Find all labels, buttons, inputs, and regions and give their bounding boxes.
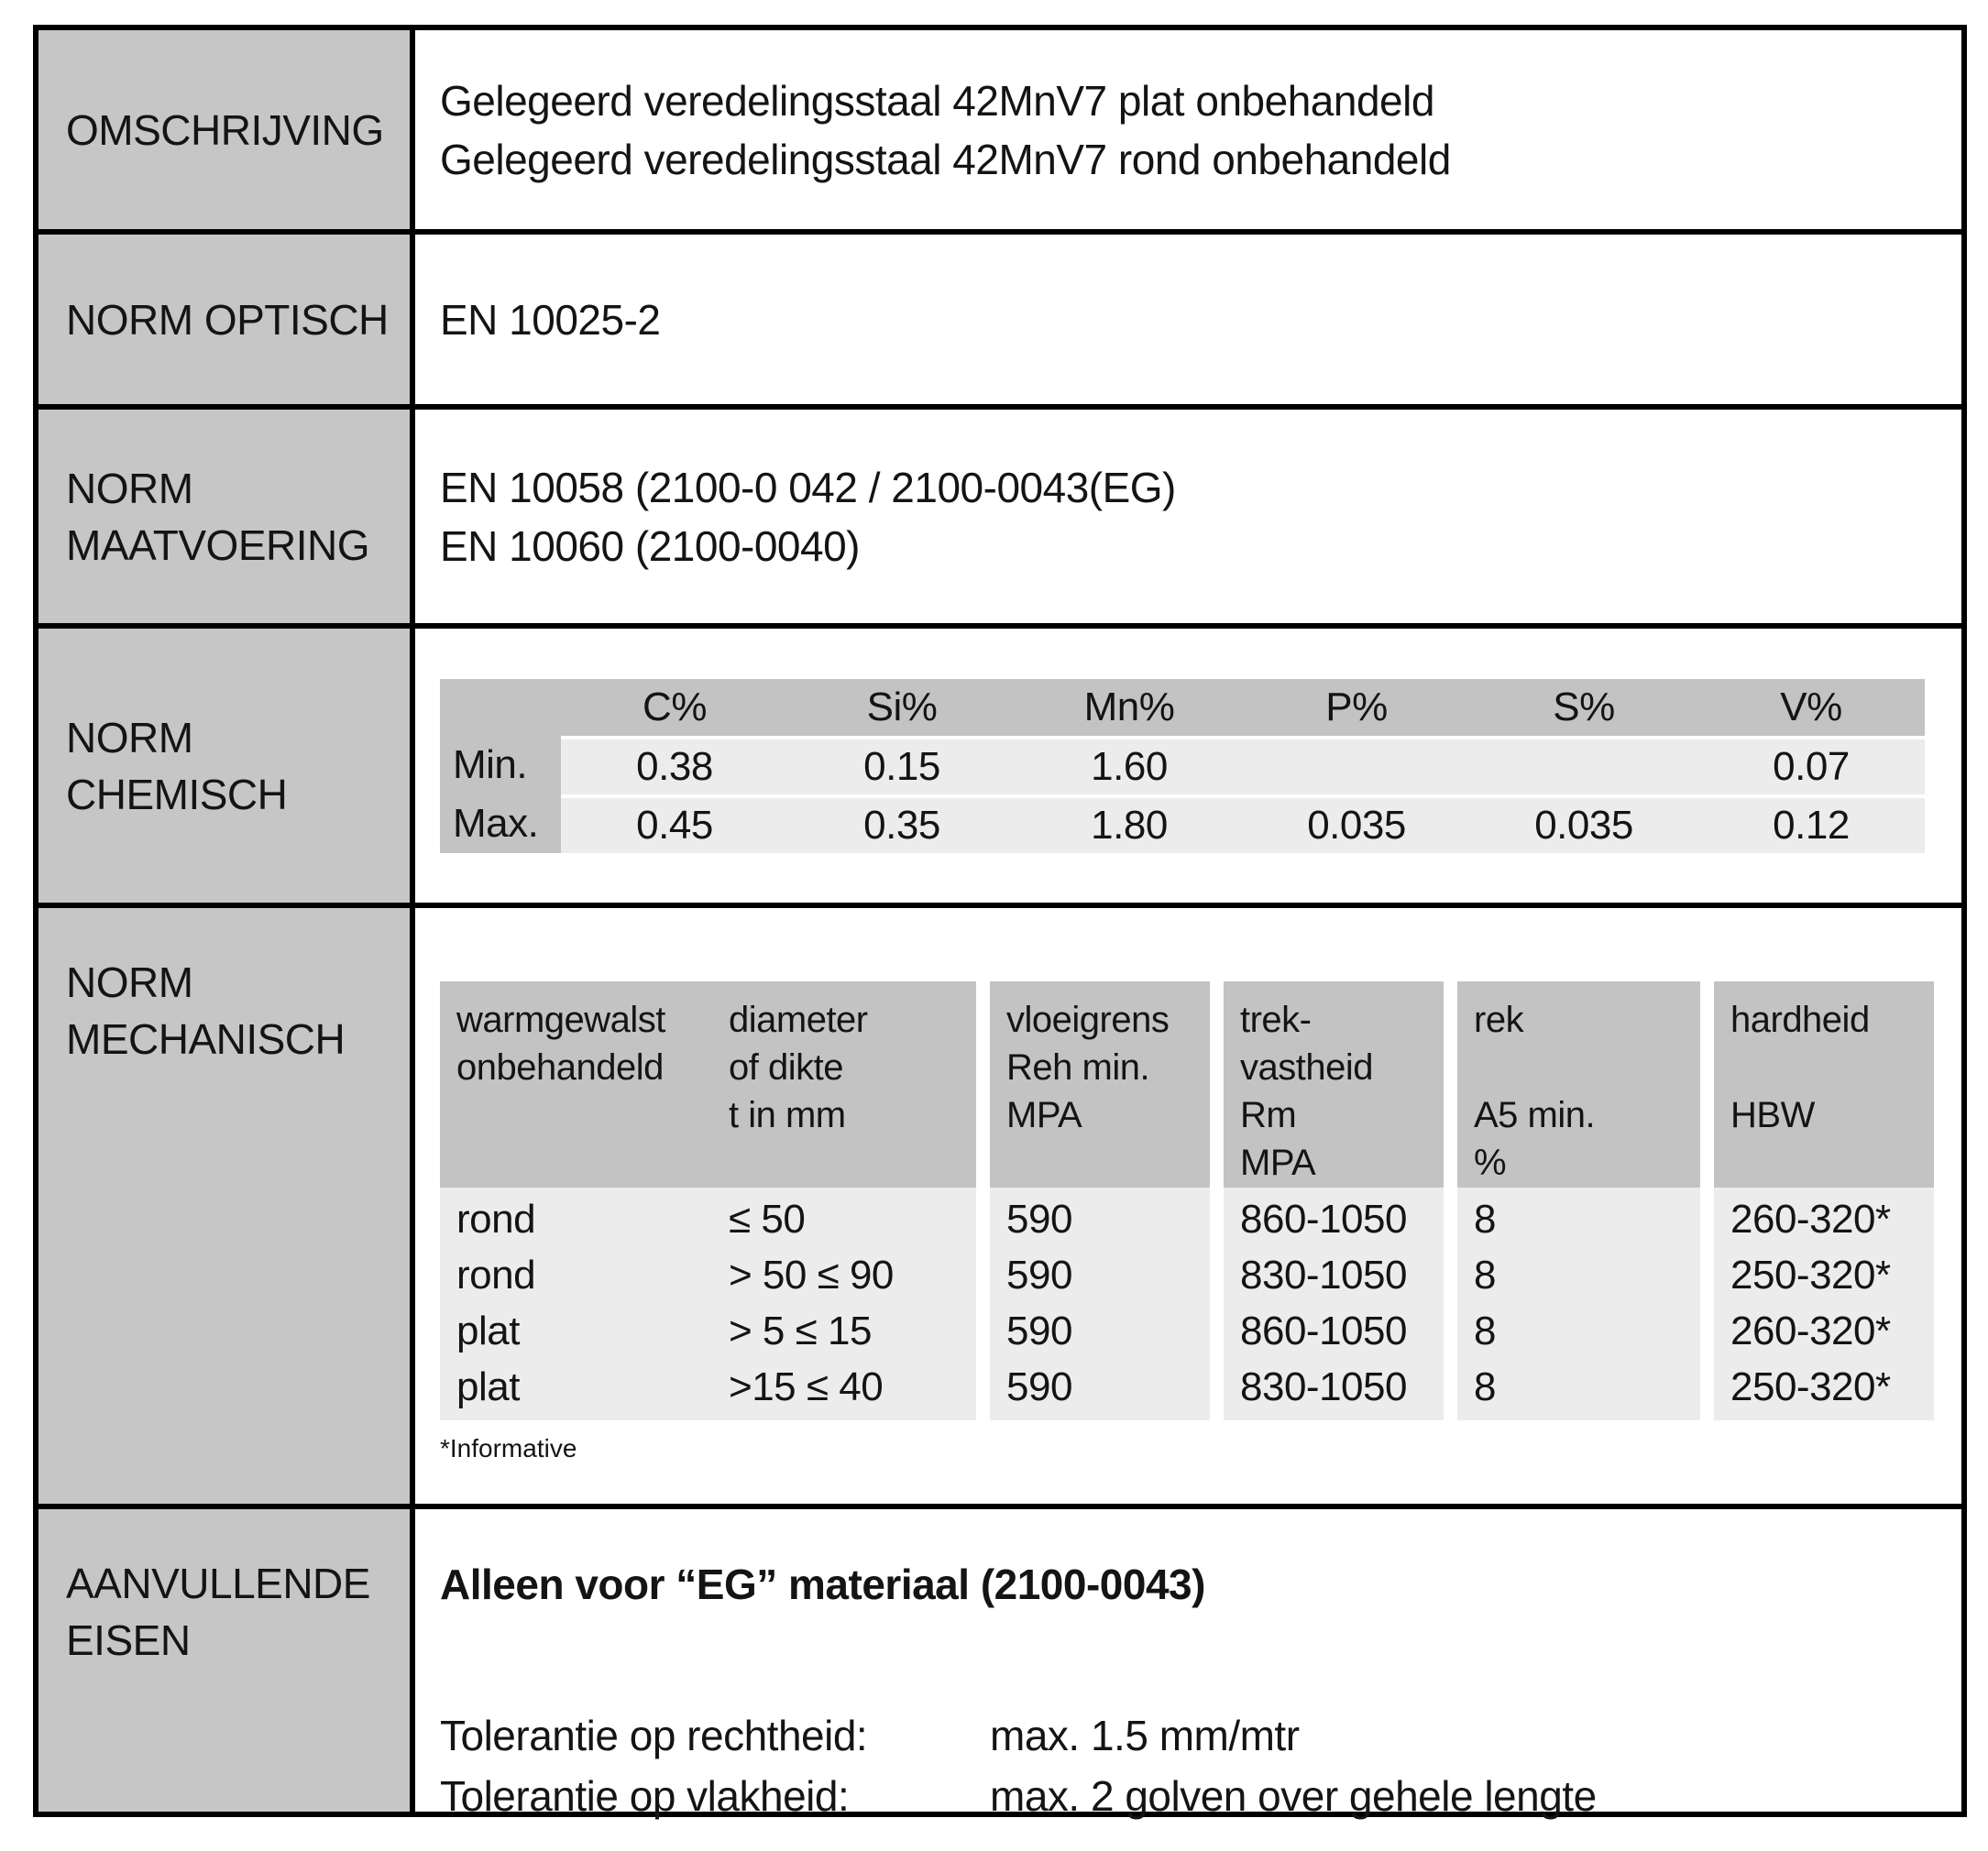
chemical-row-min bbox=[561, 739, 1925, 794]
mechanical-col-hardness bbox=[1714, 981, 1934, 1420]
header-line: of dikte bbox=[729, 1047, 843, 1088]
description-line: Gelegeerd veredelingsstaal 42MnV7 rond onbehandeld bbox=[440, 135, 1451, 183]
yield-value: 590 bbox=[1006, 1253, 1072, 1298]
row-label-text: AANVULLENDE bbox=[66, 1560, 370, 1607]
chemical-value: 0.07 bbox=[1773, 743, 1850, 789]
tolerance-label: Tolerantie op rechtheid: bbox=[440, 1712, 868, 1759]
header-line: warmgewalst bbox=[456, 1000, 665, 1040]
dimension-value: ≤ 50 bbox=[729, 1197, 806, 1242]
row-content-aanvullende-eisen bbox=[415, 1509, 1961, 1820]
mechanical-header-tensile bbox=[1224, 981, 1444, 1188]
mechanical-data-tensile bbox=[1224, 1188, 1444, 1420]
chemical-value: 0.035 bbox=[1534, 802, 1633, 848]
chemical-col-header: V% bbox=[1780, 684, 1842, 729]
row-norm-chemisch bbox=[38, 623, 1961, 903]
header-line: trek- bbox=[1240, 1000, 1312, 1040]
row-label-text: EISEN bbox=[66, 1616, 191, 1664]
mechanical-header-material-dimension bbox=[440, 981, 976, 1188]
additional-title: Alleen voor “EG” materiaal (2100-0043) bbox=[440, 1561, 1205, 1608]
dimension-value: > 5 ≤ 15 bbox=[729, 1309, 872, 1353]
tensile-value: 860-1050 bbox=[1240, 1197, 1407, 1242]
dimension-value: > 50 ≤ 90 bbox=[729, 1253, 894, 1298]
row-label-norm-optisch bbox=[38, 235, 415, 404]
norm-optisch-value: EN 10025-2 bbox=[440, 295, 661, 344]
row-label-omschrijving bbox=[38, 30, 415, 229]
chemical-row-labels bbox=[440, 679, 561, 853]
mechanical-data-row bbox=[440, 1303, 976, 1359]
chemical-col-header: S% bbox=[1553, 684, 1615, 729]
chemical-header-spacer bbox=[440, 679, 561, 736]
mechanical-data-material-dimension bbox=[440, 1188, 976, 1420]
elongation-value: 8 bbox=[1474, 1197, 1496, 1242]
mechanical-col-material-dimension bbox=[440, 981, 976, 1420]
chemical-value: 0.38 bbox=[636, 743, 713, 789]
norm-maatvoering-line: EN 10058 (2100-0 042 / 2100-0043(EG) bbox=[440, 463, 1176, 511]
row-label-text: CHEMISCH bbox=[66, 770, 288, 818]
chemical-row-label-max: Max. bbox=[453, 800, 539, 846]
mechanical-data-hardness bbox=[1714, 1188, 1934, 1420]
header-line: A5 min. bbox=[1474, 1095, 1596, 1135]
chemical-value: 0.035 bbox=[1307, 802, 1406, 848]
chemical-col-header: Mn% bbox=[1083, 684, 1175, 729]
chemical-value: 1.60 bbox=[1091, 743, 1168, 789]
row-label-text: NORM bbox=[66, 464, 193, 512]
row-label-text: MAATVOERING bbox=[66, 520, 370, 569]
row-label-text: NORM bbox=[66, 958, 193, 1006]
hardness-value: 250-320* bbox=[1730, 1364, 1891, 1409]
description-line: Gelegeerd veredelingsstaal 42MnV7 plat onbehandeld bbox=[440, 76, 1434, 125]
header-line: Rm bbox=[1240, 1095, 1297, 1135]
chemical-values-area bbox=[561, 679, 1925, 853]
material-value: rond bbox=[456, 1253, 536, 1298]
header-line: MPA bbox=[1240, 1143, 1316, 1183]
mechanical-data-yield bbox=[990, 1188, 1210, 1420]
mechanical-header-hardness bbox=[1714, 981, 1934, 1188]
row-omschrijving bbox=[38, 30, 1961, 229]
header-line: onbehandeld bbox=[456, 1047, 664, 1088]
chemical-value: 1.80 bbox=[1091, 802, 1168, 848]
header-line: % bbox=[1474, 1143, 1507, 1183]
norm-maatvoering-line: EN 10060 (2100-0040) bbox=[440, 521, 860, 570]
header-line: HBW bbox=[1730, 1095, 1815, 1135]
mechanical-data-row bbox=[440, 1191, 976, 1247]
hardness-value: 260-320* bbox=[1730, 1309, 1891, 1353]
mechanical-col-elongation bbox=[1457, 981, 1700, 1420]
mechanical-header-yield bbox=[990, 981, 1210, 1188]
row-label-aanvullende-eisen bbox=[38, 1509, 415, 1812]
tolerance-row bbox=[440, 1705, 1961, 1766]
header-line: vastheid bbox=[1240, 1047, 1373, 1088]
chemical-table bbox=[440, 679, 1925, 853]
mechanical-table bbox=[440, 981, 1961, 1420]
material-value: plat bbox=[456, 1309, 520, 1353]
tensile-value: 830-1050 bbox=[1240, 1253, 1407, 1298]
mechanical-data-elongation bbox=[1457, 1188, 1700, 1420]
yield-value: 590 bbox=[1006, 1309, 1072, 1353]
row-label-text: MECHANISCH bbox=[66, 1015, 346, 1063]
yield-value: 590 bbox=[1006, 1197, 1072, 1242]
chemical-value: 0.35 bbox=[863, 802, 940, 848]
row-label-text: OMSCHRIJVING bbox=[66, 105, 384, 154]
row-label-norm-maatvoering bbox=[38, 410, 415, 623]
row-norm-optisch bbox=[38, 229, 1961, 404]
header-line: MPA bbox=[1006, 1095, 1082, 1135]
row-aanvullende-eisen bbox=[38, 1504, 1961, 1820]
material-value: plat bbox=[456, 1364, 520, 1409]
header-line bbox=[1474, 1044, 1700, 1091]
mechanical-header-elongation bbox=[1457, 981, 1700, 1188]
row-content-norm-optisch bbox=[415, 235, 1961, 404]
header-line: t in mm bbox=[729, 1095, 846, 1135]
tensile-value: 830-1050 bbox=[1240, 1364, 1407, 1409]
header-line: rek bbox=[1474, 1000, 1524, 1040]
row-label-text: NORM bbox=[66, 713, 193, 761]
tolerance-value: max. 1.5 mm/mtr bbox=[990, 1712, 1300, 1759]
chemical-col-header: C% bbox=[643, 684, 707, 729]
header-line bbox=[1730, 1044, 1934, 1091]
row-content-omschrijving bbox=[415, 30, 1961, 229]
chemical-col-header: P% bbox=[1325, 684, 1388, 729]
row-content-norm-chemisch bbox=[415, 629, 1961, 903]
tolerance-label: Tolerantie op vlakheid: bbox=[440, 1772, 850, 1820]
mechanical-col-yield bbox=[990, 981, 1210, 1420]
header-line: Reh min. bbox=[1006, 1047, 1150, 1088]
row-content-norm-mechanisch bbox=[415, 908, 1961, 1504]
chemical-row-label-min: Min. bbox=[453, 741, 528, 787]
chemical-value: 0.45 bbox=[636, 802, 713, 848]
row-label-text: NORM OPTISCH bbox=[66, 295, 389, 344]
elongation-value: 8 bbox=[1474, 1309, 1496, 1353]
elongation-value: 8 bbox=[1474, 1364, 1496, 1409]
dimension-value: >15 ≤ 40 bbox=[729, 1364, 884, 1409]
row-label-norm-mechanisch bbox=[38, 908, 415, 1504]
hardness-value: 260-320* bbox=[1730, 1197, 1891, 1242]
tolerance-row bbox=[440, 1766, 1961, 1826]
chemical-value: 0.15 bbox=[863, 743, 940, 789]
chemical-column-headers bbox=[561, 679, 1925, 736]
chemical-row-max bbox=[561, 798, 1925, 853]
row-norm-maatvoering bbox=[38, 404, 1961, 623]
row-content-norm-maatvoering bbox=[415, 410, 1961, 623]
mechanical-data-row bbox=[440, 1247, 976, 1303]
tensile-value: 860-1050 bbox=[1240, 1309, 1407, 1353]
row-label-norm-chemisch bbox=[38, 629, 415, 903]
row-norm-mechanisch bbox=[38, 903, 1961, 1504]
header-line: hardheid bbox=[1730, 1000, 1870, 1040]
mechanical-header-material bbox=[440, 996, 729, 1188]
elongation-value: 8 bbox=[1474, 1253, 1496, 1298]
hardness-value: 250-320* bbox=[1730, 1253, 1891, 1298]
material-value: rond bbox=[456, 1197, 536, 1242]
mechanical-col-tensile bbox=[1224, 981, 1444, 1420]
header-line: vloeigrens bbox=[1006, 1000, 1170, 1040]
tolerance-value: max. 2 golven over gehele lengte bbox=[990, 1772, 1597, 1820]
mechanical-header-dimension bbox=[729, 996, 976, 1188]
mechanical-footnote: *Informative bbox=[440, 1434, 577, 1462]
chemical-col-header: Si% bbox=[866, 684, 938, 729]
header-line: diameter bbox=[729, 1000, 868, 1040]
chemical-value: 0.12 bbox=[1773, 802, 1850, 848]
mechanical-data-row bbox=[440, 1359, 976, 1415]
spec-sheet bbox=[33, 25, 1967, 1820]
yield-value: 590 bbox=[1006, 1364, 1072, 1409]
